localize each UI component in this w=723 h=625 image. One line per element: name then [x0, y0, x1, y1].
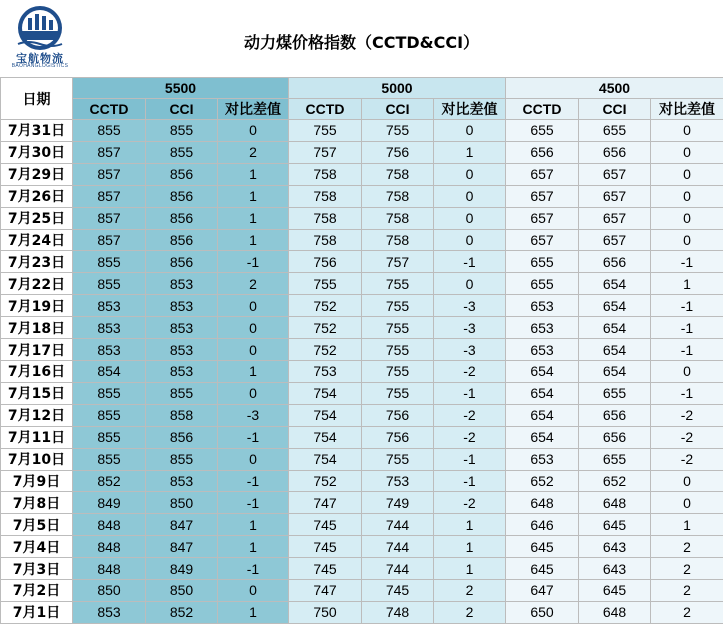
table-row	[1, 426, 723, 448]
cctd-5500-cell: 855	[73, 404, 146, 426]
cci-4500-cell: 654	[579, 339, 651, 361]
diff-5000-cell: 0	[434, 120, 506, 142]
cctd-4500-cell: 656	[506, 141, 579, 163]
cci-4500-cell: 656	[579, 251, 651, 273]
cctd-5500-cell: 855	[73, 426, 146, 448]
diff-5500-cell: 1	[218, 185, 289, 207]
cctd-4500-cell: 645	[506, 536, 579, 558]
col-header-cctd: CCTD	[289, 99, 362, 120]
date-cell: 7月15日	[1, 382, 73, 404]
cci-5000-cell: 756	[362, 404, 434, 426]
diff-4500-cell: -1	[651, 339, 723, 361]
cci-5000-cell: 755	[362, 295, 434, 317]
cci-5500-cell: 849	[146, 558, 218, 580]
cci-5000-cell: 748	[362, 601, 434, 623]
cci-4500-cell: 654	[579, 317, 651, 339]
table-row	[1, 295, 723, 317]
date-cell: 7月30日	[1, 141, 73, 163]
cctd-5000-cell: 750	[289, 601, 362, 623]
cctd-4500-cell: 657	[506, 229, 579, 251]
cctd-5500-cell: 855	[73, 120, 146, 142]
cci-4500-cell: 655	[579, 382, 651, 404]
diff-5000-cell: 1	[434, 536, 506, 558]
cctd-5500-cell: 849	[73, 492, 146, 514]
diff-5500-cell: -1	[218, 558, 289, 580]
cci-5500-cell: 856	[146, 185, 218, 207]
cci-5500-cell: 856	[146, 426, 218, 448]
group-header-row	[1, 78, 723, 99]
diff-4500-cell: -1	[651, 295, 723, 317]
table-row	[1, 382, 723, 404]
diff-5000-cell: 0	[434, 207, 506, 229]
cci-5500-cell: 856	[146, 207, 218, 229]
diff-5000-cell: -2	[434, 360, 506, 382]
date-cell: 7月31日	[1, 120, 73, 142]
cci-5000-cell: 755	[362, 448, 434, 470]
cctd-4500-cell: 653	[506, 448, 579, 470]
cci-5500-cell: 856	[146, 163, 218, 185]
table-row	[1, 601, 723, 623]
cci-5500-cell: 855	[146, 141, 218, 163]
cci-5500-cell: 855	[146, 448, 218, 470]
diff-5000-cell: 0	[434, 229, 506, 251]
cci-4500-cell: 656	[579, 141, 651, 163]
cctd-4500-cell: 655	[506, 251, 579, 273]
cctd-5000-cell: 755	[289, 273, 362, 295]
date-cell: 7月4日	[1, 536, 73, 558]
cci-5000-cell: 758	[362, 185, 434, 207]
diff-5000-cell: -2	[434, 404, 506, 426]
cctd-5500-cell: 853	[73, 339, 146, 361]
cctd-5500-cell: 848	[73, 536, 146, 558]
cctd-4500-cell: 653	[506, 295, 579, 317]
cctd-4500-cell: 657	[506, 207, 579, 229]
cctd-4500-cell: 654	[506, 360, 579, 382]
cci-5500-cell: 852	[146, 601, 218, 623]
cctd-5500-cell: 857	[73, 163, 146, 185]
cci-5500-cell: 858	[146, 404, 218, 426]
cci-5000-cell: 757	[362, 251, 434, 273]
col-header-cci: CCI	[579, 99, 651, 120]
diff-4500-cell: -2	[651, 448, 723, 470]
table-row	[1, 207, 723, 229]
table-row	[1, 251, 723, 273]
cci-4500-cell: 645	[579, 514, 651, 536]
table-row	[1, 580, 723, 602]
cctd-4500-cell: 650	[506, 601, 579, 623]
table-row	[1, 492, 723, 514]
col-header-diff: 对比差值	[651, 99, 723, 120]
date-cell: 7月10日	[1, 448, 73, 470]
diff-5500-cell: 0	[218, 339, 289, 361]
diff-4500-cell: 2	[651, 601, 723, 623]
col-header-diff: 对比差值	[218, 99, 289, 120]
cci-5000-cell: 756	[362, 141, 434, 163]
cci-5500-cell: 853	[146, 470, 218, 492]
cctd-5000-cell: 758	[289, 185, 362, 207]
logo-subtitle: BAOHANGLOGISTICS	[11, 63, 69, 69]
cctd-5500-cell: 857	[73, 229, 146, 251]
cctd-4500-cell: 657	[506, 163, 579, 185]
cctd-5500-cell: 852	[73, 470, 146, 492]
cci-5000-cell: 755	[362, 273, 434, 295]
cci-5500-cell: 853	[146, 317, 218, 339]
cci-4500-cell: 654	[579, 273, 651, 295]
diff-5000-cell: 1	[434, 514, 506, 536]
date-cell: 7月8日	[1, 492, 73, 514]
cci-5000-cell: 749	[362, 492, 434, 514]
table-row	[1, 558, 723, 580]
cci-5000-cell: 755	[362, 339, 434, 361]
cci-4500-cell: 654	[579, 360, 651, 382]
cci-4500-cell: 643	[579, 536, 651, 558]
cctd-5500-cell: 853	[73, 317, 146, 339]
cci-5500-cell: 855	[146, 382, 218, 404]
diff-5000-cell: 0	[434, 273, 506, 295]
cci-4500-cell: 656	[579, 426, 651, 448]
cctd-5000-cell: 758	[289, 207, 362, 229]
diff-5000-cell: 2	[434, 601, 506, 623]
date-cell: 7月25日	[1, 207, 73, 229]
diff-4500-cell: 0	[651, 141, 723, 163]
cci-5000-cell: 753	[362, 470, 434, 492]
diff-5500-cell: 1	[218, 163, 289, 185]
diff-5500-cell: 1	[218, 360, 289, 382]
diff-5000-cell: -2	[434, 426, 506, 448]
cci-5000-cell: 758	[362, 229, 434, 251]
cctd-5500-cell: 848	[73, 514, 146, 536]
cctd-5000-cell: 747	[289, 580, 362, 602]
diff-4500-cell: 2	[651, 558, 723, 580]
table-row	[1, 141, 723, 163]
diff-5500-cell: 0	[218, 580, 289, 602]
cci-5500-cell: 847	[146, 514, 218, 536]
cci-4500-cell: 656	[579, 404, 651, 426]
cci-4500-cell: 652	[579, 470, 651, 492]
cci-5500-cell: 856	[146, 251, 218, 273]
cci-5000-cell: 758	[362, 163, 434, 185]
diff-4500-cell: 0	[651, 163, 723, 185]
cctd-5000-cell: 745	[289, 514, 362, 536]
cctd-5000-cell: 754	[289, 382, 362, 404]
diff-5500-cell: 0	[218, 448, 289, 470]
cci-5000-cell: 744	[362, 536, 434, 558]
diff-5500-cell: 0	[218, 382, 289, 404]
cctd-5500-cell: 855	[73, 251, 146, 273]
col-header-cci: CCI	[362, 99, 434, 120]
cci-4500-cell: 643	[579, 558, 651, 580]
cctd-5000-cell: 758	[289, 163, 362, 185]
cctd-5000-cell: 758	[289, 229, 362, 251]
date-cell: 7月17日	[1, 339, 73, 361]
cctd-5000-cell: 756	[289, 251, 362, 273]
cci-4500-cell: 657	[579, 163, 651, 185]
sub-header-row	[1, 99, 723, 120]
cctd-5500-cell: 857	[73, 185, 146, 207]
date-cell: 7月19日	[1, 295, 73, 317]
cci-5500-cell: 853	[146, 339, 218, 361]
cctd-5000-cell: 745	[289, 558, 362, 580]
cctd-4500-cell: 653	[506, 339, 579, 361]
table-body	[1, 120, 723, 624]
date-cell: 7月9日	[1, 470, 73, 492]
cctd-5500-cell: 857	[73, 207, 146, 229]
cci-4500-cell: 648	[579, 601, 651, 623]
cci-5000-cell: 758	[362, 207, 434, 229]
table-row	[1, 514, 723, 536]
date-cell: 7月23日	[1, 251, 73, 273]
cctd-5000-cell: 752	[289, 470, 362, 492]
cctd-5500-cell: 850	[73, 580, 146, 602]
diff-5500-cell: 1	[218, 536, 289, 558]
diff-4500-cell: 2	[651, 580, 723, 602]
diff-5500-cell: 1	[218, 514, 289, 536]
cci-4500-cell: 657	[579, 229, 651, 251]
table-row	[1, 317, 723, 339]
diff-5500-cell: -1	[218, 470, 289, 492]
cci-4500-cell: 648	[579, 492, 651, 514]
cctd-5500-cell: 857	[73, 141, 146, 163]
col-header-diff: 对比差值	[434, 99, 506, 120]
cctd-4500-cell: 654	[506, 404, 579, 426]
cci-4500-cell: 655	[579, 448, 651, 470]
diff-4500-cell: 0	[651, 229, 723, 251]
cctd-5000-cell: 755	[289, 120, 362, 142]
cctd-5000-cell: 752	[289, 317, 362, 339]
diff-5500-cell: 2	[218, 273, 289, 295]
col-header-cci: CCI	[146, 99, 218, 120]
table-row	[1, 470, 723, 492]
cctd-4500-cell: 646	[506, 514, 579, 536]
cci-5500-cell: 850	[146, 580, 218, 602]
cctd-4500-cell: 648	[506, 492, 579, 514]
cctd-5000-cell: 753	[289, 360, 362, 382]
diff-5500-cell: 0	[218, 295, 289, 317]
diff-5500-cell: -3	[218, 404, 289, 426]
cctd-5500-cell: 848	[73, 558, 146, 580]
cci-5500-cell: 855	[146, 120, 218, 142]
diff-5000-cell: -1	[434, 382, 506, 404]
cctd-5500-cell: 854	[73, 360, 146, 382]
diff-5000-cell: 2	[434, 580, 506, 602]
cctd-5500-cell: 853	[73, 601, 146, 623]
cci-4500-cell: 657	[579, 185, 651, 207]
coal-price-table	[0, 77, 723, 624]
diff-5000-cell: -3	[434, 295, 506, 317]
table-row	[1, 448, 723, 470]
diff-5000-cell: 0	[434, 163, 506, 185]
diff-5500-cell: 0	[218, 317, 289, 339]
date-cell: 7月3日	[1, 558, 73, 580]
cci-5000-cell: 755	[362, 120, 434, 142]
page-title: 动力煤价格指数（CCTD&CCI）	[243, 33, 480, 52]
diff-5000-cell: -3	[434, 339, 506, 361]
cctd-4500-cell: 654	[506, 426, 579, 448]
cci-5500-cell: 853	[146, 295, 218, 317]
logo-name: 宝航物流	[16, 52, 64, 65]
header	[0, 0, 723, 76]
diff-5000-cell: 0	[434, 185, 506, 207]
table-row	[1, 163, 723, 185]
cctd-5500-cell: 855	[73, 448, 146, 470]
date-cell: 7月1日	[1, 601, 73, 623]
diff-5500-cell: -1	[218, 426, 289, 448]
cci-5000-cell: 744	[362, 514, 434, 536]
table-row	[1, 229, 723, 251]
cctd-5000-cell: 752	[289, 295, 362, 317]
diff-4500-cell: 0	[651, 470, 723, 492]
group-header-5000: 5000	[289, 78, 506, 99]
cctd-5000-cell: 757	[289, 141, 362, 163]
cci-5500-cell: 850	[146, 492, 218, 514]
table-row	[1, 339, 723, 361]
cctd-5000-cell: 754	[289, 448, 362, 470]
diff-5500-cell: 1	[218, 207, 289, 229]
diff-4500-cell: 0	[651, 360, 723, 382]
cctd-5000-cell: 754	[289, 404, 362, 426]
cctd-4500-cell: 655	[506, 273, 579, 295]
diff-5000-cell: -2	[434, 492, 506, 514]
diff-4500-cell: 1	[651, 514, 723, 536]
table-row	[1, 536, 723, 558]
cci-5000-cell: 756	[362, 426, 434, 448]
diff-4500-cell: 0	[651, 120, 723, 142]
col-header-cctd: CCTD	[506, 99, 579, 120]
diff-5500-cell: 2	[218, 141, 289, 163]
date-cell: 7月16日	[1, 360, 73, 382]
table-row	[1, 185, 723, 207]
diff-5000-cell: -1	[434, 448, 506, 470]
cci-4500-cell: 645	[579, 580, 651, 602]
table-row	[1, 360, 723, 382]
cci-5500-cell: 853	[146, 360, 218, 382]
diff-4500-cell: -2	[651, 426, 723, 448]
cci-5500-cell: 847	[146, 536, 218, 558]
group-header-4500: 4500	[506, 78, 723, 99]
diff-5000-cell: -3	[434, 317, 506, 339]
cctd-5500-cell: 855	[73, 273, 146, 295]
date-cell: 7月26日	[1, 185, 73, 207]
diff-5000-cell: -1	[434, 470, 506, 492]
cctd-5000-cell: 745	[289, 536, 362, 558]
cci-5500-cell: 856	[146, 229, 218, 251]
diff-5000-cell: -1	[434, 251, 506, 273]
diff-4500-cell: 1	[651, 273, 723, 295]
diff-4500-cell: 0	[651, 492, 723, 514]
date-cell: 7月12日	[1, 404, 73, 426]
cctd-4500-cell: 657	[506, 185, 579, 207]
diff-5500-cell: 0	[218, 120, 289, 142]
diff-4500-cell: -1	[651, 251, 723, 273]
cctd-4500-cell: 645	[506, 558, 579, 580]
diff-4500-cell: 0	[651, 207, 723, 229]
diff-4500-cell: -2	[651, 404, 723, 426]
group-header-5500: 5500	[73, 78, 289, 99]
date-cell: 7月5日	[1, 514, 73, 536]
cci-4500-cell: 657	[579, 207, 651, 229]
cci-5000-cell: 745	[362, 580, 434, 602]
diff-5500-cell: -1	[218, 251, 289, 273]
date-cell: 7月2日	[1, 580, 73, 602]
table-row	[1, 120, 723, 142]
cctd-4500-cell: 654	[506, 382, 579, 404]
date-cell: 7月24日	[1, 229, 73, 251]
cci-5000-cell: 755	[362, 382, 434, 404]
date-cell: 7月18日	[1, 317, 73, 339]
cctd-5000-cell: 747	[289, 492, 362, 514]
diff-5500-cell: 1	[218, 229, 289, 251]
cci-4500-cell: 655	[579, 120, 651, 142]
table-row	[1, 273, 723, 295]
date-cell: 7月29日	[1, 163, 73, 185]
cci-5000-cell: 755	[362, 317, 434, 339]
cci-5000-cell: 744	[362, 558, 434, 580]
cci-4500-cell: 654	[579, 295, 651, 317]
cctd-4500-cell: 655	[506, 120, 579, 142]
diff-4500-cell: 2	[651, 536, 723, 558]
date-cell: 7月22日	[1, 273, 73, 295]
diff-4500-cell: -1	[651, 317, 723, 339]
diff-5500-cell: 1	[218, 601, 289, 623]
cctd-5000-cell: 752	[289, 339, 362, 361]
diff-4500-cell: -1	[651, 382, 723, 404]
cctd-5000-cell: 754	[289, 426, 362, 448]
cci-5500-cell: 853	[146, 273, 218, 295]
cctd-4500-cell: 647	[506, 580, 579, 602]
date-cell: 7月11日	[1, 426, 73, 448]
diff-5500-cell: -1	[218, 492, 289, 514]
diff-5000-cell: 1	[434, 558, 506, 580]
cctd-5500-cell: 853	[73, 295, 146, 317]
table-row	[1, 404, 723, 426]
diff-5000-cell: 1	[434, 141, 506, 163]
col-header-cctd: CCTD	[73, 99, 146, 120]
cci-5000-cell: 755	[362, 360, 434, 382]
cctd-4500-cell: 653	[506, 317, 579, 339]
diff-4500-cell: 0	[651, 185, 723, 207]
cctd-5500-cell: 855	[73, 382, 146, 404]
date-header: 日期	[1, 78, 73, 120]
cctd-4500-cell: 652	[506, 470, 579, 492]
